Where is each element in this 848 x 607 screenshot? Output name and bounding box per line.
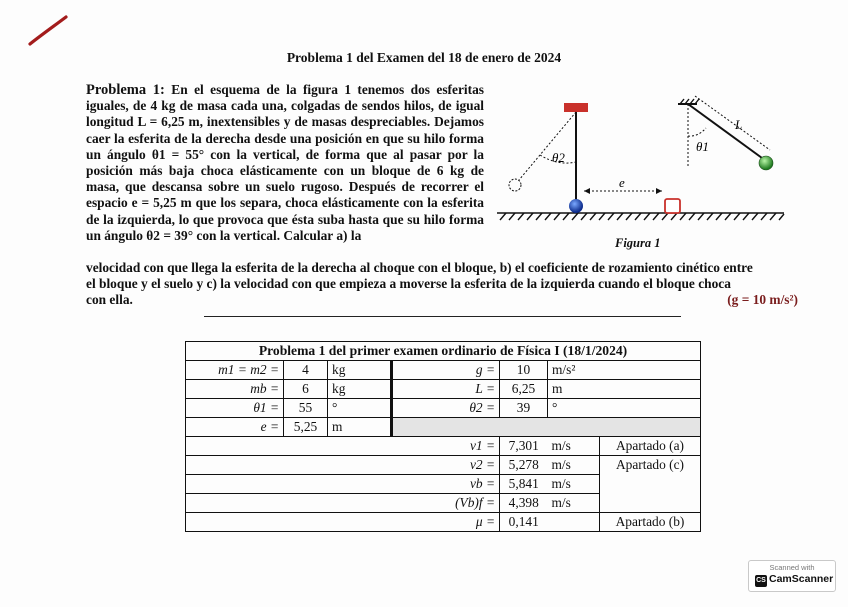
left-swing-line xyxy=(519,112,576,180)
ground-hatch xyxy=(497,213,784,220)
vb-value: 5,841 xyxy=(500,475,548,494)
m1m2-unit: kg xyxy=(328,361,392,380)
problem-line-13 xyxy=(86,292,798,308)
table-title-row xyxy=(186,342,701,361)
separator-line xyxy=(204,316,681,317)
g-label: g = xyxy=(392,361,500,380)
figure-caption: Figura 1 xyxy=(615,236,661,250)
m1m2-value: 4 xyxy=(284,361,328,380)
watermark-small-text: Scanned with xyxy=(769,563,815,572)
problem-line-11: velocidad con que llega la esferita de la derecha al choque con el bloque, b) el coeficiente de rozamiento cinético entre xyxy=(86,260,753,275)
problem-line-4: Dejamos caer la esferita de la derecha desde una posición en que xyxy=(86,114,484,146)
distance-e-label: e xyxy=(619,175,625,190)
theta2-unit: ° xyxy=(548,399,701,418)
mb-label: mb = xyxy=(186,380,284,399)
watermark-name: CamScanner xyxy=(769,573,834,585)
e-value: 5,25 xyxy=(284,418,328,437)
v2-label: v2 = xyxy=(186,456,500,475)
theta1-arc xyxy=(688,128,706,136)
table-title: Problema 1 del primer examen ordinario de Física I (18/1/2024) xyxy=(186,342,701,361)
g-value: 10 xyxy=(500,361,548,380)
e-unit: m xyxy=(328,418,392,437)
figure-1-diagram xyxy=(492,92,792,242)
problem-line-10: que su hilo forma un ángulo θ2 = 39° con la vertical. Calcular a) la xyxy=(86,211,484,243)
left-ball-swung xyxy=(509,179,521,191)
right-support xyxy=(678,99,699,104)
g-unit: m/s² xyxy=(548,361,701,380)
part-a-label: Apartado (a) xyxy=(600,437,701,456)
length-L-label: L xyxy=(735,117,743,132)
table-row xyxy=(186,380,701,399)
page-title: Problema 1 del Examen del 18 de enero de 2024 xyxy=(286,50,562,65)
table-row xyxy=(186,494,701,513)
table-row xyxy=(186,361,701,380)
problem-line-2: iguales, de 4 kg de masa cada una, colgadas de sendos hilos, de xyxy=(86,98,452,114)
block xyxy=(665,199,680,213)
problem-line-1: En el esquema de la figura 1 tenemos dos esferitas xyxy=(171,82,484,97)
vb-label: vb = xyxy=(186,475,500,494)
page-cutoff xyxy=(180,547,705,607)
problem-last-line: con ella. xyxy=(86,292,133,308)
table-row xyxy=(186,456,701,475)
theta2-label: θ2 xyxy=(552,150,565,165)
mu-label: μ = xyxy=(186,513,500,532)
camscanner-watermark xyxy=(748,560,836,592)
problem-statement-continued xyxy=(86,260,798,309)
left-ball xyxy=(569,199,583,213)
theta1-label: θ1 xyxy=(696,139,709,154)
part-empty-cell xyxy=(600,475,701,494)
mb-unit: kg xyxy=(328,380,392,399)
theta1-table-label: θ1 = xyxy=(186,399,284,418)
part-b-label: Apartado (b) xyxy=(600,513,701,532)
v2-value: 5,278 xyxy=(500,456,548,475)
problem-line-5: su hilo forma un ángulo θ1 = 55° con la vertical, de forma que al xyxy=(86,130,484,162)
problem-line-3: igual longitud L = 6,25 m, inextensibles y de masas despreciables. xyxy=(86,98,484,130)
table-row xyxy=(186,513,701,532)
camscanner-logo-icon: CS xyxy=(755,575,767,587)
e-label: e = xyxy=(186,418,284,437)
pen-stroke-mark xyxy=(26,14,76,54)
empty-gray-cell xyxy=(392,418,701,437)
table-row xyxy=(186,437,701,456)
v2-unit: m/s xyxy=(548,456,600,475)
v1-label: v1 = xyxy=(186,437,500,456)
table-row xyxy=(186,399,701,418)
theta1-value: 55 xyxy=(284,399,328,418)
vbf-unit: m/s xyxy=(548,494,600,513)
L-value: 6,25 xyxy=(500,380,548,399)
problem-line-7: de 6 kg de masa, que descansa sobre un suelo rugoso. Después de xyxy=(86,163,484,195)
theta2-table-label: θ2 = xyxy=(392,399,500,418)
v1-value: 7,301 xyxy=(500,437,548,456)
v1-unit: m/s xyxy=(548,437,600,456)
table-row xyxy=(186,418,701,437)
mu-value: 0,141 xyxy=(500,513,548,532)
problem-label: Problema 1: xyxy=(86,82,165,98)
problem-line-9: con la esferita de la izquierda, lo que provoca que ésta suba hasta xyxy=(86,195,484,227)
problem-line-12: el bloque y el suelo y c) la velocidad con que empieza a moverse la esferita de la izquierda cuando el bloque choca xyxy=(86,276,731,292)
mu-unit xyxy=(548,513,600,532)
results-table xyxy=(185,341,701,532)
part-c-label: Apartado (c) xyxy=(600,456,701,475)
problem-statement xyxy=(86,82,484,244)
problem-line-8: recorrer el espacio e = 5,25 m que los separa, choca elásticamente xyxy=(86,179,484,211)
m1m2-label: m1 = m2 = xyxy=(186,361,284,380)
right-ball xyxy=(759,156,773,170)
vbf-value: 4,398 xyxy=(500,494,548,513)
vbf-label: (Vb)f = xyxy=(186,494,500,513)
gravity-value: (g = 10 m/s²) xyxy=(727,292,798,308)
left-support xyxy=(564,103,588,112)
mb-value: 6 xyxy=(284,380,328,399)
problem-line-6: pasar por la posición más baja choca elásticamente con un bloque xyxy=(86,146,484,179)
part-empty-cell xyxy=(600,494,701,513)
theta2-value: 39 xyxy=(500,399,548,418)
L-unit: m xyxy=(548,380,701,399)
theta1-unit: ° xyxy=(328,399,392,418)
L-label: L = xyxy=(392,380,500,399)
table-row xyxy=(186,475,701,494)
vb-unit: m/s xyxy=(548,475,600,494)
